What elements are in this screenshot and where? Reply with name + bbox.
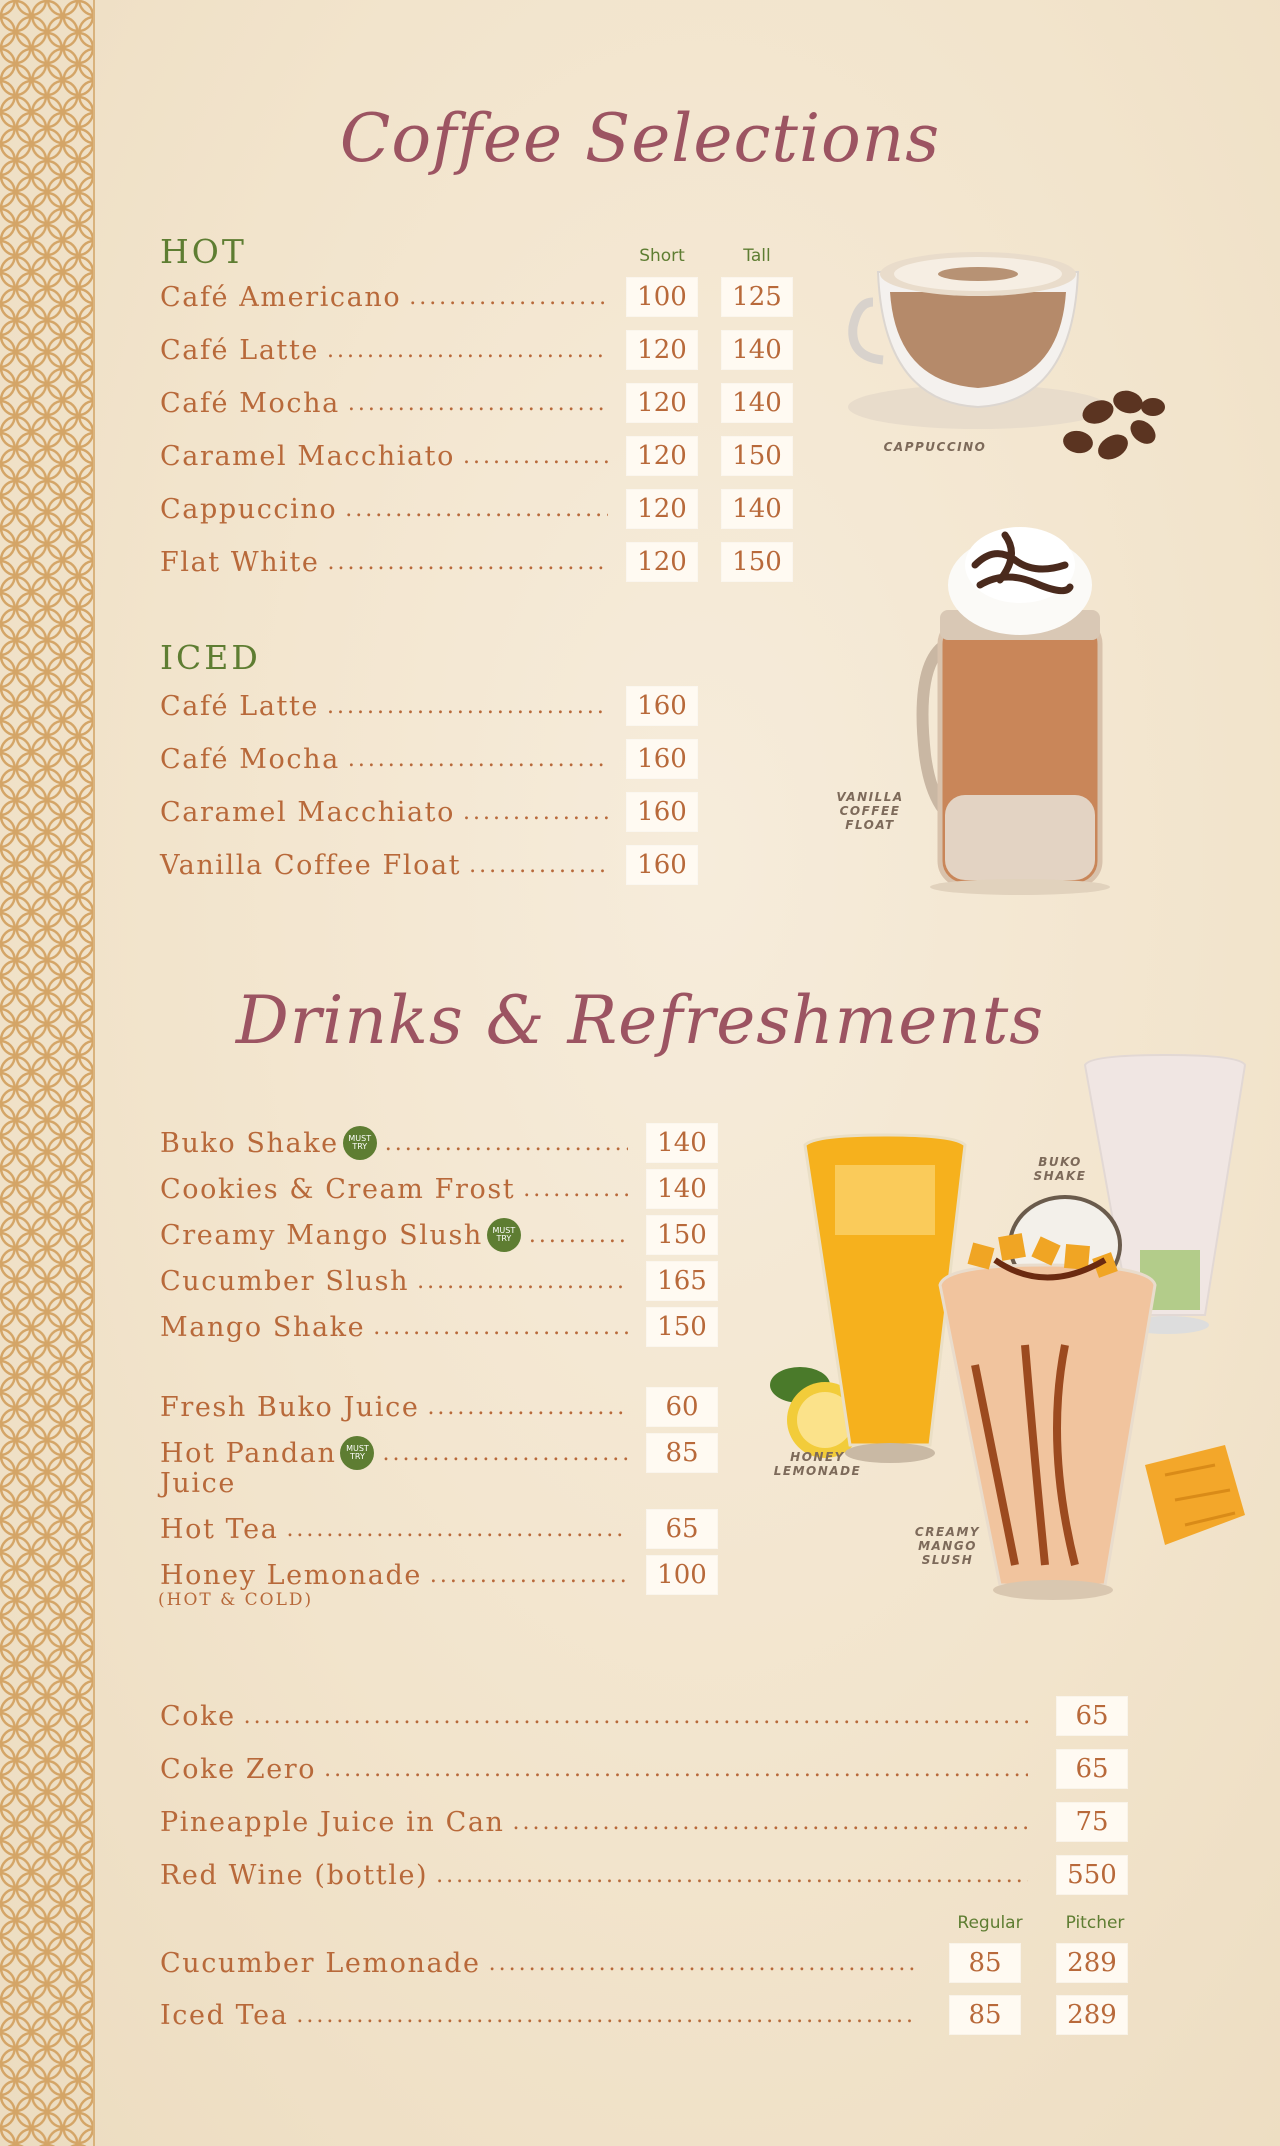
menu-item-row (160, 1434, 628, 1472)
menu-item-row (160, 740, 608, 778)
price-tall: 140 (722, 331, 792, 369)
pitcher-column-header: Pitcher (1065, 1913, 1125, 1933)
drinks-section-title: Drinks & Refreshments (235, 982, 1045, 1059)
hot-heading: HOT (160, 232, 247, 271)
decorative-border (0, 0, 95, 2146)
price: 140 (647, 1124, 717, 1162)
dot-leader (419, 1395, 628, 1420)
menu-item-name: Coke Zero (160, 1753, 317, 1785)
menu-item-name: Cookies & Cream Frost (160, 1173, 516, 1205)
menu-item-name: Buko Shake (160, 1127, 339, 1159)
short-column-header: Short (639, 246, 685, 266)
regular-column-header: Regular (957, 1913, 1023, 1933)
price-regular: 85 (950, 1996, 1020, 2034)
menu-item-name: Café Mocha (160, 387, 340, 419)
price-tall: 150 (722, 543, 792, 581)
dot-leader (320, 550, 608, 575)
price-tall: 140 (722, 384, 792, 422)
menu-item-row (160, 1124, 628, 1162)
price: 85 (647, 1434, 717, 1472)
dot-leader (455, 444, 608, 469)
must-try-badge: MUST TRY (487, 1218, 521, 1252)
dot-leader (515, 1177, 628, 1202)
dot-leader (409, 1269, 628, 1294)
price: 75 (1057, 1803, 1127, 1841)
menu-item-row (160, 1944, 918, 1982)
menu-item-name: Hot Tea (160, 1513, 279, 1545)
menu-item-row (160, 1803, 1028, 1841)
dot-leader (337, 497, 608, 522)
must-try-badge: MUST TRY (343, 1126, 377, 1160)
vanilla-coffee-float-label: VANILLA COFFEE FLOAT (836, 790, 904, 832)
price-short: 120 (627, 384, 697, 422)
price: 550 (1057, 1856, 1127, 1894)
dot-leader (455, 800, 608, 825)
price: 60 (647, 1388, 717, 1426)
menu-item-note: (HOT & COLD) (158, 1590, 314, 1610)
menu-item-name: Hot Pandan (160, 1437, 337, 1469)
menu-item-row (160, 1170, 628, 1208)
buko-shake-label: BUKO SHAKE (1033, 1155, 1087, 1183)
menu-item-row (160, 846, 608, 884)
price-short: 120 (627, 437, 697, 475)
menu-item-row (160, 687, 608, 725)
menu-item-name: Coke (160, 1700, 236, 1732)
menu-item-name: Cucumber Slush (160, 1265, 410, 1297)
iced-heading: ICED (160, 638, 261, 677)
menu-item-row (160, 1262, 628, 1300)
price-pitcher: 289 (1057, 1996, 1127, 2034)
dot-leader (377, 1131, 628, 1156)
dot-leader (422, 1563, 628, 1588)
price: 65 (1057, 1750, 1127, 1788)
menu-item-name: Creamy Mango Slush (160, 1219, 483, 1251)
vanilla-coffee-float-photo (905, 525, 1135, 895)
menu-item-name-line2: Juice (160, 1468, 236, 1499)
menu-item-row (160, 543, 608, 581)
price-short: 100 (627, 278, 697, 316)
price-short: 120 (627, 331, 697, 369)
menu-item-name: Iced Tea (160, 1999, 289, 2031)
menu-item-row (160, 1308, 628, 1346)
menu-item-name: Caramel Macchiato (160, 796, 455, 828)
price: 65 (1057, 1697, 1127, 1735)
menu-item-row (160, 384, 608, 422)
cappuccino-label: CAPPUCCINO (883, 440, 987, 454)
menu-item-row (160, 1750, 1028, 1788)
menu-item-name: Fresh Buko Juice (160, 1391, 420, 1423)
tall-column-header: Tall (743, 246, 771, 266)
price-pitcher: 289 (1057, 1944, 1127, 1982)
dot-leader (288, 2003, 918, 2028)
menu-item-row (160, 490, 608, 528)
price: 150 (647, 1308, 717, 1346)
menu-item-row (160, 1697, 1028, 1735)
honey-lemonade-label: HONEY LEMONADE (773, 1450, 862, 1478)
menu-item-row (160, 437, 608, 475)
price-short: 120 (627, 490, 697, 528)
menu-item-name: Pineapple Juice in Can (160, 1806, 505, 1838)
menu-item-row (160, 331, 608, 369)
dot-leader (521, 1223, 628, 1248)
price-regular: 85 (950, 1944, 1020, 1982)
menu-item-name: Café Latte (160, 334, 320, 366)
menu-item-row (160, 1856, 1028, 1894)
dot-leader (374, 1441, 628, 1466)
menu-item-row (160, 1388, 628, 1426)
dot-leader (505, 1810, 1028, 1835)
menu-item-name: Café Mocha (160, 743, 340, 775)
price: 150 (647, 1216, 717, 1254)
menu-item-name: Flat White (160, 546, 320, 578)
dot-leader (401, 285, 608, 310)
menu-item-name: Red Wine (bottle) (160, 1859, 429, 1891)
menu-item-name: Honey Lemonade (160, 1559, 422, 1591)
menu-item-name: Cucumber Lemonade (160, 1947, 481, 1979)
dot-leader (461, 853, 608, 878)
dot-leader (340, 747, 608, 772)
price-short: 120 (627, 543, 697, 581)
menu-item-row (160, 278, 608, 316)
dot-leader (481, 1951, 918, 1976)
menu-item-row (160, 1996, 918, 2034)
price: 160 (627, 846, 697, 884)
dot-leader (365, 1315, 628, 1340)
menu-item-row (160, 1216, 628, 1254)
price-tall: 150 (722, 437, 792, 475)
dot-leader (319, 338, 608, 363)
must-try-badge: MUST TRY (340, 1436, 374, 1470)
menu-item-row (160, 793, 608, 831)
price-tall: 140 (722, 490, 792, 528)
price: 100 (647, 1556, 717, 1594)
price: 65 (647, 1510, 717, 1548)
price: 165 (647, 1262, 717, 1300)
dot-leader (236, 1704, 1028, 1729)
price-tall: 125 (722, 278, 792, 316)
price: 160 (627, 740, 697, 778)
menu-item-row (160, 1510, 628, 1548)
dot-leader (319, 694, 608, 719)
dot-leader (428, 1863, 1028, 1888)
menu-item-name: Mango Shake (160, 1311, 366, 1343)
menu-item-name: Café Latte (160, 690, 320, 722)
dot-leader (278, 1517, 628, 1542)
menu-item-name: Café Americano (160, 281, 402, 313)
dot-leader (340, 391, 608, 416)
price: 160 (627, 793, 697, 831)
menu-item-row (160, 1556, 628, 1594)
drinks-photo (745, 1045, 1255, 1605)
dot-leader (316, 1757, 1028, 1782)
creamy-mango-slush-label: CREAMY MANGO SLUSH (914, 1525, 981, 1567)
menu-item-name: Caramel Macchiato (160, 440, 455, 472)
price: 160 (627, 687, 697, 725)
menu-item-name: Cappuccino (160, 493, 338, 525)
coffee-section-title: Coffee Selections (339, 100, 941, 177)
price: 140 (647, 1170, 717, 1208)
menu-item-name: Vanilla Coffee Float (160, 849, 462, 881)
